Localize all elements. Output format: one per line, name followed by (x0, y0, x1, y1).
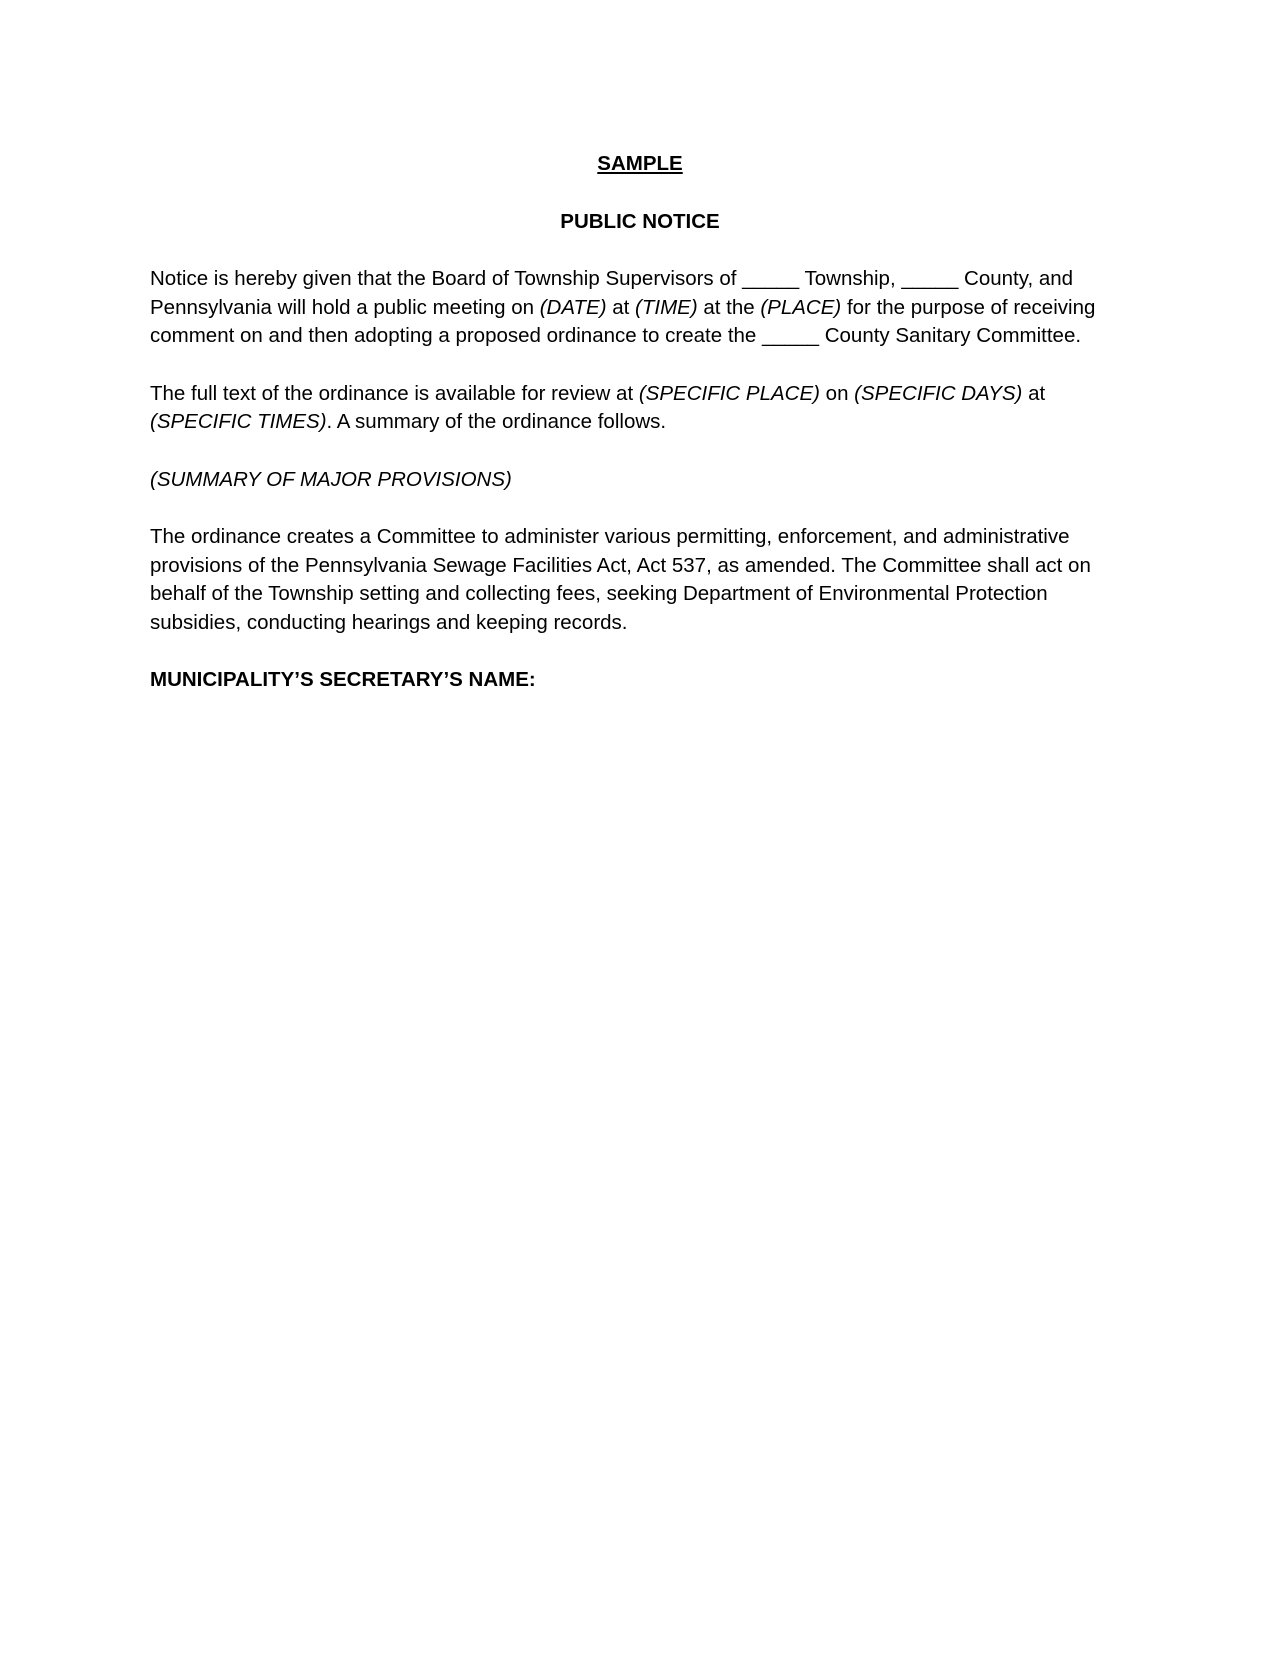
document-content (150, 150, 1130, 724)
notice-text-3: at the (697, 295, 761, 319)
review-text-1: The full text of the ordinance is available for review at (150, 381, 639, 405)
sample-title: SAMPLE (597, 152, 683, 175)
specific-times-placeholder: (SPECIFIC TIMES) (150, 410, 327, 433)
specific-place-placeholder: (SPECIFIC PLACE) (638, 381, 820, 405)
time-placeholder: (TIME) (635, 295, 698, 319)
review-text-3: at (1022, 381, 1046, 405)
specific-days-placeholder: (SPECIFIC DAYS) (854, 381, 1023, 405)
summary-placeholder: (SUMMARY OF MAJOR PROVISIONS) (150, 467, 512, 491)
notice-text-2: at (606, 295, 636, 319)
review-text-4: . A summary of the ordinance follows. (326, 410, 667, 433)
notice-paragraph (150, 265, 1130, 351)
secretary-name-label: MUNICIPALITY’S SECRETARY’S NAME: (150, 668, 536, 691)
date-placeholder: (DATE) (539, 295, 607, 319)
review-paragraph (150, 380, 1130, 437)
review-text-2: on (819, 381, 855, 405)
notice-text-1: Notice is hereby given that the Board of Township Supervisors of _____ Township, _____ County, and Pennsylvania will hold a public meeting on (150, 267, 1074, 319)
notice-text-4: for the purpose of receiving comment on and then adopting a proposed ordinance to create the _____ County Sanitary Committee. (150, 295, 1096, 347)
place-placeholder: (PLACE) (760, 295, 842, 319)
public-notice-title: PUBLIC NOTICE (560, 209, 720, 233)
ordinance-paragraph: The ordinance creates a Committee to administer various permitting, enforcement, and administrative provisions of the Pennsylvania Sewage Facilities Act, Act 537, as amended. The Committee shall act on behalf of the Township setting and collecting fees, seeking Department of Environmental Protection subsidies, conducting hearings and keeping records. (150, 525, 1091, 634)
